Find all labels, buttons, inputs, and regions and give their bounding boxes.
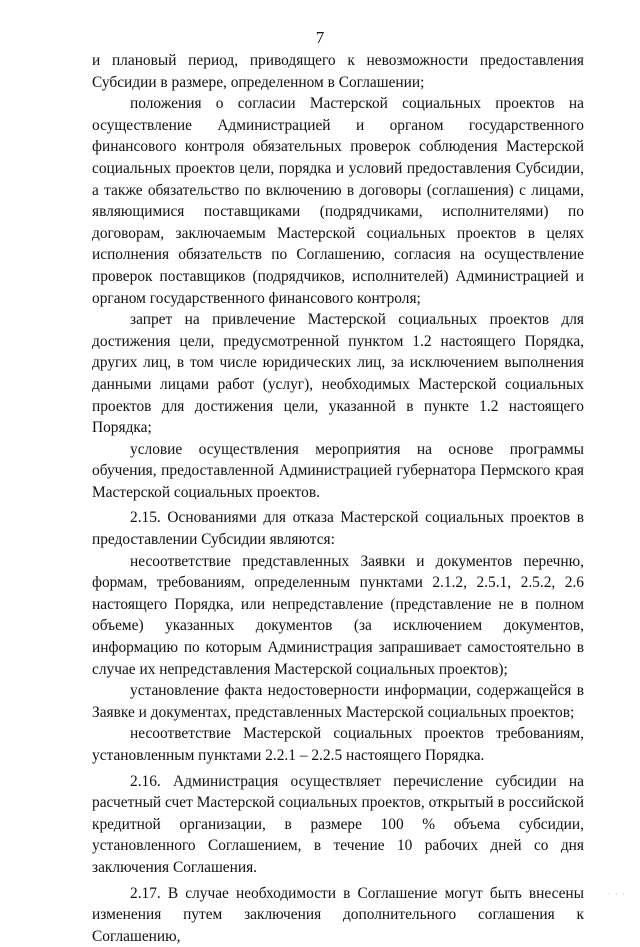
paragraph-nonconformity-documents: несоответствие представленных Заявки и документов перечню, формам, требованиям, определенным пунктами 2.1.2, 2.5.1, 2.5.2, 2.6 настоящего Порядка, или непредставление (представление не в полном объеме) указанных документов (за исключением документов, информацию по которым Администрация запрашивает самостоятельно в случае их непредставления Мастерской социальных проектов); xyxy=(92,552,584,678)
document-body xyxy=(92,50,584,947)
paragraph-2-16: 2.16. Администрация осуществляет перечисление субсидии на расчетный счет Мастерской социальных проектов, открытый в российской кредитной организации, в размере 100 % объема субсидии, установленного Соглашением, в течение 10 рабочих дней со дня заключения Соглашения. xyxy=(92,772,584,876)
scan-corner-mark: · · · xyxy=(607,889,626,899)
page-number: 7 xyxy=(315,28,325,47)
paragraph-training-condition: условие осуществления мероприятия на основе программы обучения, предоставленной Администрацией губернатора Пермского края Мастерской социальных проектов. xyxy=(92,440,584,501)
paragraph-prohibition: запрет на привлечение Мастерской социальных проектов для достижения цели, предусмотренной пунктом 1.2 настоящего Порядка, других лиц, в том числе юридических лиц, за исключением выполнения данными лицами работ (услуг), необходимых Мастерской социальных проектов для достижения цели, указанной в пункте 1.2 настоящего Порядка; xyxy=(92,311,584,437)
paragraph-2-17: 2.17. В случае необходимости в Соглашение могут быть внесены изменения путем заключения дополнительного соглашения к Соглашению, xyxy=(92,884,584,945)
paragraph-planned-period: и плановый период, приводящего к невозможности предоставления Субсидии в размере, определенном в Соглашении; xyxy=(92,52,584,91)
paragraph-consent-provisions: положения о согласии Мастерской социальных проектов на осуществление Администрацией и органом государственного финансового контроля обязательных проверок соблюдения Мастерской социальных проектов цели, порядка и условий предоставления Субсидии, а также обязательство по включению в договоры (соглашения) с лицами, являющимися поставщиками (подрядчиками, исполнителями) по договорам, заключаемым Мастерской социальных проектов в целях исполнения обязательств по Соглашению, согласия на осуществление проверок поставщиков (подрядчиков, исполнителей) Администрацией и органом государственного финансового контроля; xyxy=(92,95,584,307)
paragraph-nonconformity-requirements: несоответствие Мастерской социальных проектов требованиям, установленным пунктами 2.2.1 – 2.2.5 настоящего Порядка. xyxy=(92,725,584,764)
paragraph-false-information: установление факта недостоверности информации, содержащейся в Заявке и документах, представленных Мастерской социальных проектов; xyxy=(92,682,584,721)
paragraph-2-15: 2.15. Основаниями для отказа Мастерской социальных проектов в предоставлении Субсидии являются: xyxy=(92,509,584,549)
